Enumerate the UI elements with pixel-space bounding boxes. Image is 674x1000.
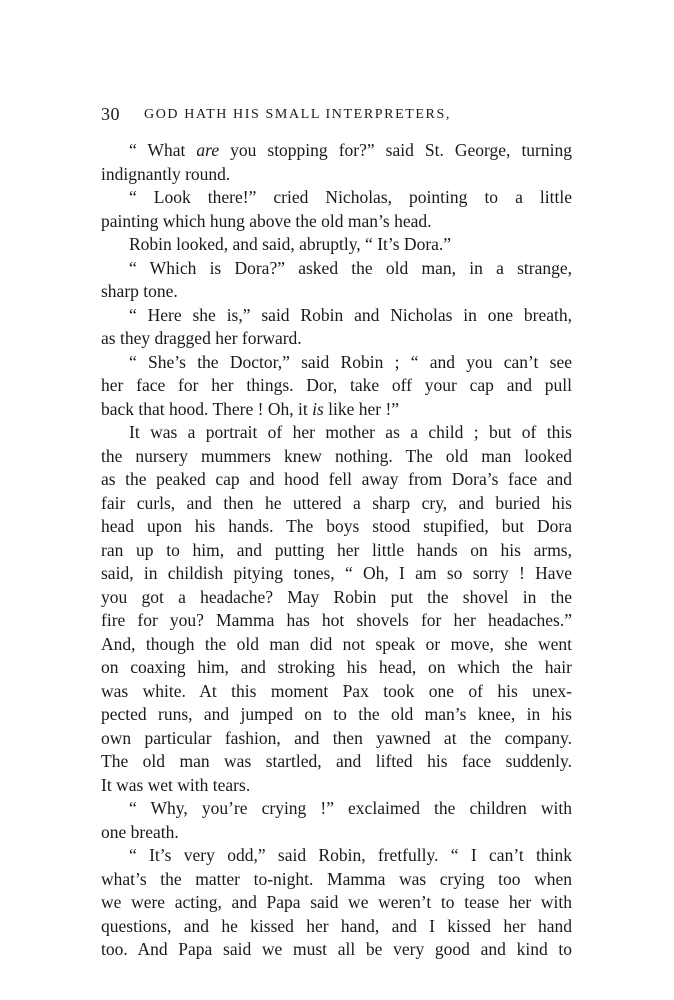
- text-run: indignantly round.: [101, 163, 231, 184]
- italic-word: are: [196, 140, 220, 160]
- text-run: too. And Papa said we must all be very good and kind to: [101, 939, 572, 959]
- text-line: [101, 304, 572, 328]
- text-run: The old man was startled, and lifted his face suddenly.: [101, 751, 572, 771]
- text-line: [101, 844, 572, 868]
- text-line: [101, 327, 572, 351]
- text-run: you stopping for?” said St. George, turning: [219, 140, 572, 160]
- text-line: [101, 703, 572, 727]
- text-line: [101, 163, 572, 187]
- text-line: [101, 186, 572, 210]
- text-line: [101, 562, 572, 586]
- text-run: her face for her things. Dor, take off your cap and pull: [101, 375, 572, 395]
- text-line: [101, 680, 572, 704]
- text-run: And, though the old man did not speak or move, she went: [101, 633, 572, 654]
- text-run: “ Which is Dora?” asked the old man, in a strange,: [129, 257, 572, 278]
- text-run: on coaxing him, and stroking his head, on which the hair: [101, 657, 572, 677]
- text-line: [101, 374, 572, 398]
- text-run: It was wet with tears.: [101, 774, 251, 795]
- text-run: “ Why, you’re crying !” exclaimed the children with: [129, 798, 572, 818]
- text-line: [101, 586, 572, 610]
- text-run: “ What: [129, 140, 197, 160]
- text-run: sharp tone.: [101, 281, 178, 301]
- text-line: [101, 750, 572, 774]
- text-run: painting which hung above the old man’s head.: [101, 210, 432, 231]
- text-run: “ It’s very odd,” said Robin, fretfully. “ I can’t think: [129, 845, 572, 865]
- text-line: [101, 797, 572, 821]
- text-run: fair curls, and then he uttered a sharp cry, and buried his: [101, 492, 572, 513]
- text-run: pected runs, and jumped on to the old man’s knee, in his: [101, 704, 572, 724]
- text-line: [101, 139, 572, 163]
- text-line: [101, 727, 572, 751]
- text-line: [101, 445, 572, 469]
- text-line: [101, 821, 572, 845]
- italic-word: is: [312, 398, 324, 419]
- text-run: what’s the matter to-night. Mamma was crying too when: [101, 868, 572, 889]
- text-line: [101, 774, 572, 798]
- text-run: “ Look there!” cried Nicholas, pointing to a little: [129, 187, 572, 207]
- text-run: questions, and he kissed her hand, and I kissed her hand: [101, 915, 572, 936]
- text-line: [101, 421, 572, 445]
- text-run: Robin looked, and said, abruptly, “ It’s Dora.”: [129, 234, 452, 254]
- text-run: fire for you? Mamma has hot shovels for her headaches.”: [101, 610, 572, 630]
- text-line: [101, 938, 572, 962]
- text-line: [101, 398, 572, 422]
- text-line: [101, 656, 572, 680]
- text-run: It was a portrait of her mother as a child ; but of this: [129, 422, 572, 442]
- text-line: [101, 891, 572, 915]
- body-text: [101, 139, 572, 962]
- page-number: 30: [101, 104, 120, 124]
- text-line: [101, 468, 572, 492]
- text-line: [101, 280, 572, 304]
- text-run: own particular fashion, and then yawned at the company.: [101, 727, 572, 748]
- text-line: [101, 515, 572, 539]
- running-title: GOD HATH HIS SMALL INTERPRETERS,: [144, 107, 451, 122]
- text-run: you got a headache? May Robin put the shovel in the: [101, 586, 572, 607]
- text-run: “ Here she is,” said Robin and Nicholas in one breath,: [129, 304, 572, 325]
- text-line: [101, 868, 572, 892]
- text-run: was white. At this moment Pax took one of his unex-: [101, 680, 572, 701]
- text-line: [101, 609, 572, 633]
- text-run: said, in childish pitying tones, “ Oh, I am so sorry ! Have: [101, 563, 572, 583]
- text-line: [101, 257, 572, 281]
- text-line: [101, 210, 572, 234]
- text-line: [101, 633, 572, 657]
- text-line: [101, 539, 572, 563]
- text-run: the nursery mummers knew nothing. The old man looked: [101, 445, 572, 466]
- text-run: head upon his hands. The boys stood stupified, but Dora: [101, 516, 572, 536]
- text-run: back that hood. There ! Oh, it: [101, 398, 313, 419]
- text-line: [101, 233, 572, 257]
- text-run: we were acting, and Papa said we weren’t to tease her with: [101, 892, 572, 912]
- text-run: like her !”: [323, 398, 400, 419]
- text-run: as the peaked cap and hood fell away from Dora’s face and: [101, 469, 572, 489]
- page-header: [101, 104, 571, 124]
- text-line: [101, 492, 572, 516]
- text-run: ran up to him, and putting her little hands on his arms,: [101, 539, 572, 560]
- text-run: as they dragged her forward.: [101, 328, 302, 348]
- text-run: “ She’s the Doctor,” said Robin ; “ and you can’t see: [129, 351, 572, 372]
- text-run: one breath.: [101, 821, 179, 842]
- text-line: [101, 351, 572, 375]
- text-line: [101, 915, 572, 939]
